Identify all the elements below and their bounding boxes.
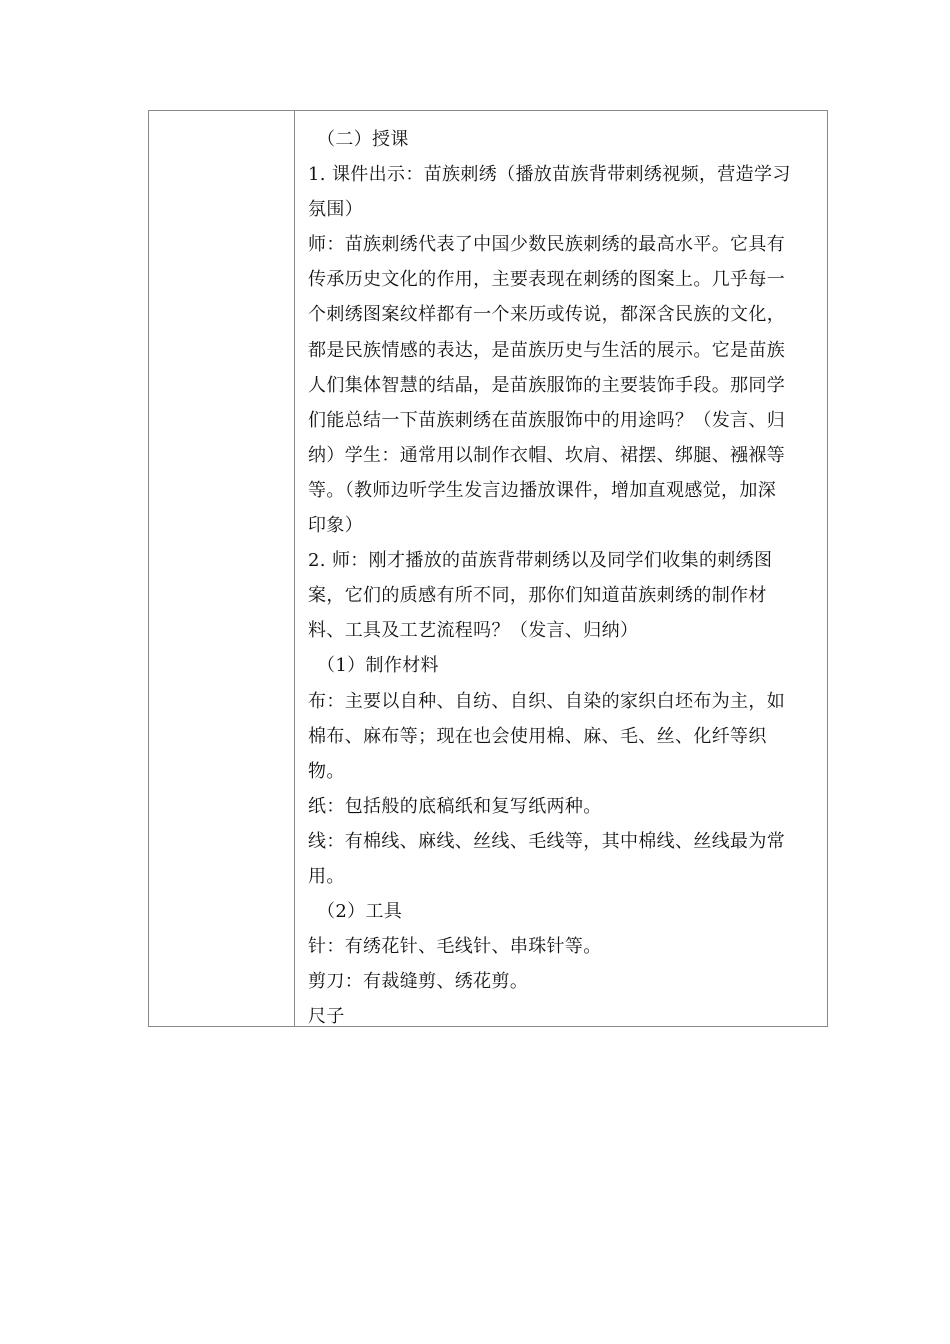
- text-line: 传承历史文化的作用，主要表现在刺绣的图案上。几乎每一: [308, 269, 786, 291]
- table-left-cell: [149, 111, 295, 1026]
- text-line: 线：有棉线、麻线、丝线、毛线等，其中棉线、丝线最为常: [308, 830, 786, 852]
- text-line: 都是民族情感的表达，是苗族历史与生活的展示。它是苗族: [308, 339, 786, 361]
- text-line: 1. 课件出示：苗族刺绣（播放苗族背带刺绣视频，营造学习: [308, 164, 791, 186]
- subheading-materials: （1）制作材料: [317, 655, 439, 677]
- text-line: 印象）: [308, 515, 364, 537]
- text-line: 们能总结一下苗族刺绣在苗族服饰中的用途吗？（发言、归: [308, 409, 786, 431]
- text-line: 料、工具及工艺流程吗？（发言、归纳）: [308, 620, 639, 642]
- text-line: 纸：包括般的底稿纸和复写纸两种。: [308, 795, 602, 817]
- text-line: 针：有绣花针、毛线针、串珠针等。: [308, 936, 602, 958]
- text-line: 尺子: [308, 1006, 345, 1028]
- text-line: 物。: [308, 760, 345, 782]
- text-line: 个刺绣图案纹样都有一个来历或传说，都深含民族的文化，: [308, 304, 786, 326]
- text-line: 纳）学生：通常用以制作衣帽、坎肩、裙摆、绑腿、襁褓等: [308, 444, 786, 466]
- text-line: 人们集体智慧的结晶，是苗族服饰的主要装饰手段。那同学: [308, 374, 786, 396]
- text-line: 氛围）: [308, 199, 364, 221]
- table-content-cell: [295, 111, 827, 1026]
- text-line: 2. 师：刚才播放的苗族背带刺绣以及同学们收集的刺绣图: [308, 550, 773, 572]
- text-line: 等。（教师边听学生发言边播放课件，增加直观感觉，加深: [308, 479, 777, 501]
- text-line: 用。: [308, 865, 345, 887]
- text-line: 棉布、麻布等；现在也会使用棉、麻、毛、丝、化纤等织: [308, 725, 767, 747]
- text-line: 布：主要以自种、自纺、自织、自染的家织白坯布为主，如: [308, 690, 786, 712]
- text-line: 师：苗族刺绣代表了中国少数民族刺绣的最高水平。它具有: [308, 234, 786, 256]
- section-heading-teaching: （二）授课: [317, 129, 409, 150]
- text-line: 案，它们的质感有所不同，那你们知道苗族刺绣的制作材: [308, 585, 767, 607]
- text-line: 剪刀：有裁缝剪、绣花剪。: [308, 971, 529, 993]
- subheading-tools: （2）工具: [317, 901, 403, 923]
- lesson-table: [148, 110, 828, 1027]
